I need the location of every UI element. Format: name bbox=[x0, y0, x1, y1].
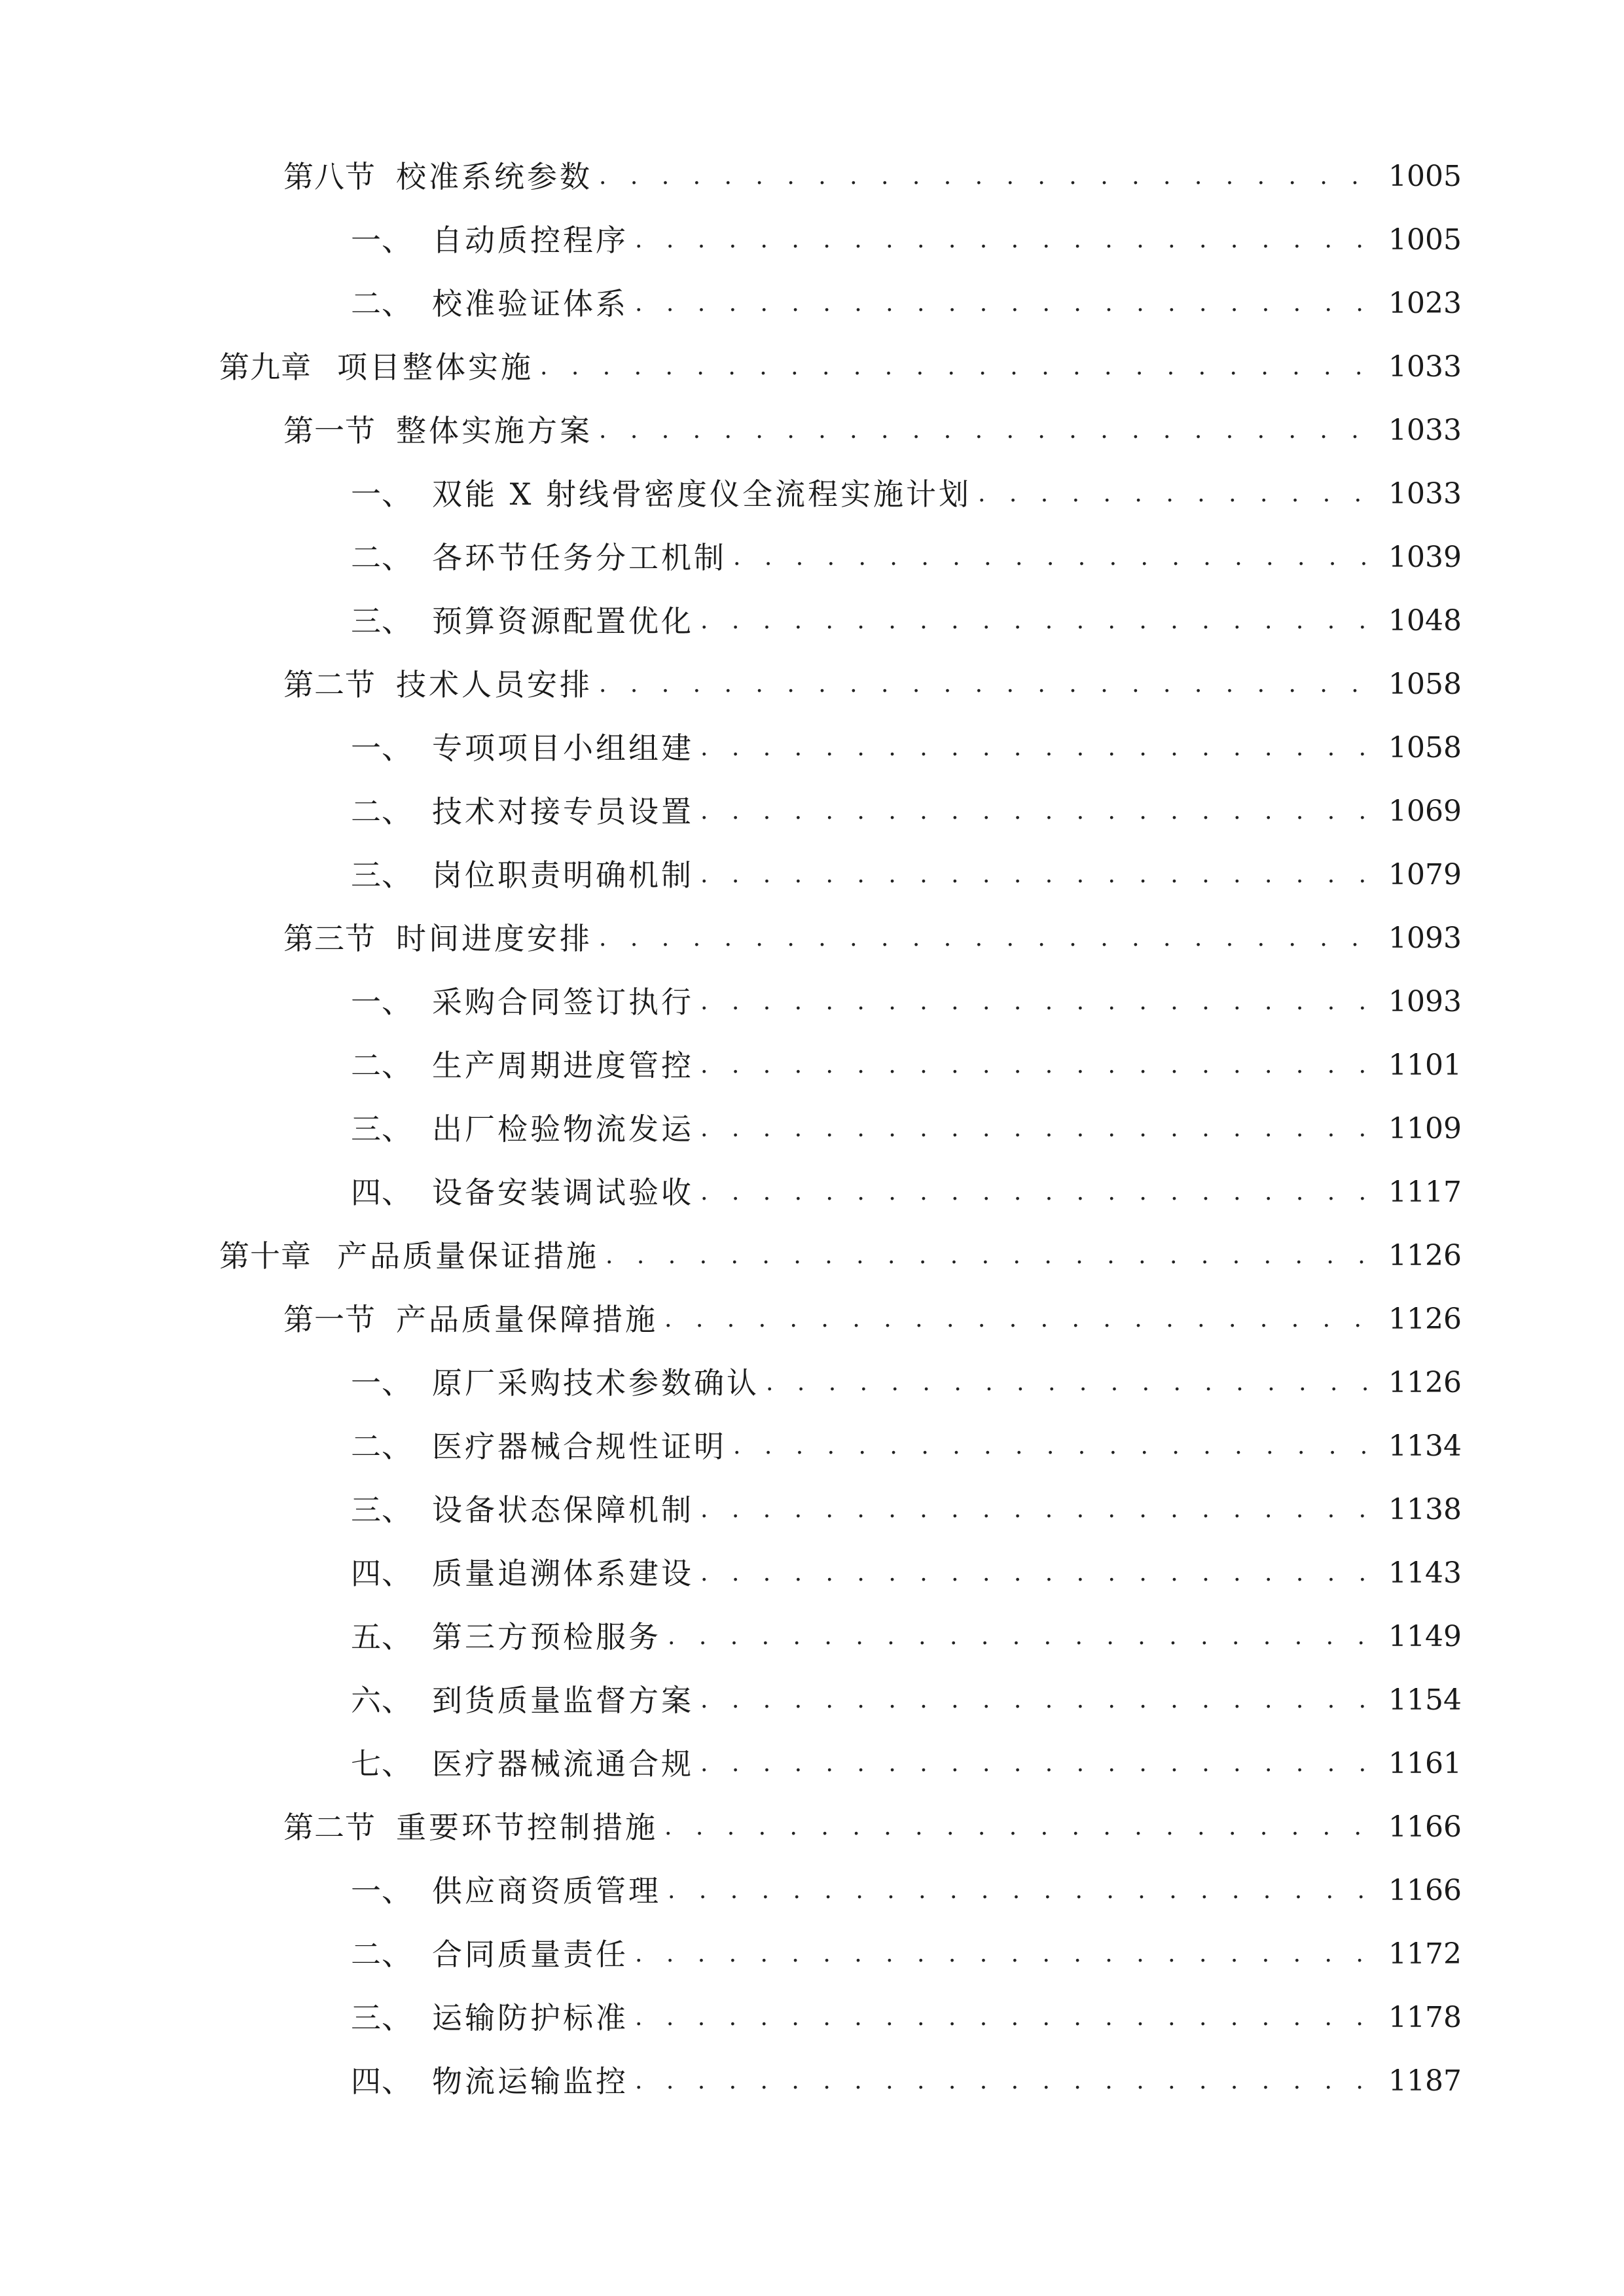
toc-leader-dots bbox=[733, 535, 1379, 581]
toc-entry-marker: 第十章 bbox=[219, 1238, 312, 1274]
toc-entry-item[interactable] bbox=[351, 217, 1460, 263]
toc-entry-page: 1178 bbox=[1388, 2001, 1462, 2034]
toc-entry-marker: 二、 bbox=[351, 1937, 412, 1972]
toc-entry-item[interactable] bbox=[351, 1995, 1460, 2041]
toc-entry-item[interactable] bbox=[351, 1360, 1460, 1406]
toc-entry-marker: 第八节 bbox=[283, 159, 376, 194]
toc-entry-title: 自动质控程序 bbox=[432, 223, 628, 258]
toc-entry-item[interactable] bbox=[351, 281, 1460, 327]
toc-entry-page: 1093 bbox=[1388, 985, 1462, 1018]
toc-entry-section[interactable] bbox=[283, 154, 1460, 200]
toc-entry-marker: 二、 bbox=[351, 1429, 412, 1464]
toc-entry-marker: 第九章 bbox=[219, 350, 312, 385]
toc-entry-marker: 第二节 bbox=[283, 1810, 376, 1845]
toc-entry-page: 1058 bbox=[1388, 668, 1462, 701]
toc-entry-item[interactable] bbox=[351, 1551, 1460, 1596]
toc-leader-dots bbox=[733, 1424, 1379, 1469]
toc-entry-marker: 第二节 bbox=[283, 667, 376, 702]
toc-leader-dots bbox=[700, 1741, 1379, 1787]
toc-entry-title: 校准验证体系 bbox=[432, 286, 628, 321]
toc-entry-item[interactable] bbox=[351, 1614, 1460, 1660]
toc-entry-page: 1143 bbox=[1388, 1556, 1462, 1590]
toc-entry-page: 1069 bbox=[1388, 795, 1462, 828]
toc-leader-dots bbox=[635, 1931, 1379, 1977]
toc-entry-title: 技术人员安排 bbox=[396, 667, 592, 702]
toc-entry-title: 预算资源配置优化 bbox=[432, 603, 694, 639]
toc-leader-dots bbox=[700, 1487, 1379, 1533]
toc-entry-marker: 三、 bbox=[351, 2000, 412, 2036]
toc-entry-title: 产品质量保障措施 bbox=[396, 1302, 658, 1337]
toc-entry-item[interactable] bbox=[351, 1170, 1460, 1215]
toc-leader-dots bbox=[664, 1804, 1379, 1850]
toc-entry-page: 1058 bbox=[1388, 731, 1462, 764]
toc-entry-section[interactable] bbox=[283, 1804, 1460, 1850]
toc-entry-marker: 六、 bbox=[351, 1683, 412, 1718]
toc-entry-marker: 七、 bbox=[351, 1746, 412, 1782]
toc-entry-item[interactable] bbox=[351, 2058, 1460, 2104]
toc-entry-item[interactable] bbox=[351, 598, 1460, 644]
toc-entry-page: 1172 bbox=[1388, 1937, 1462, 1971]
toc-entry-marker: 四、 bbox=[351, 2064, 412, 2099]
toc-entry-page: 1039 bbox=[1388, 541, 1462, 574]
toc-entry-section[interactable] bbox=[283, 408, 1460, 454]
toc-leader-dots bbox=[700, 789, 1379, 834]
toc-entry-title: 生产周期进度管控 bbox=[432, 1048, 694, 1083]
toc-leader-dots bbox=[635, 1995, 1379, 2041]
toc-entry-page: 1093 bbox=[1388, 922, 1462, 955]
toc-entry-title: 设备安装调试验收 bbox=[432, 1175, 694, 1210]
toc-leader-dots bbox=[664, 1297, 1379, 1342]
toc-entry-marker: 一、 bbox=[351, 984, 412, 1020]
toc-leader-dots bbox=[635, 281, 1379, 327]
toc-entry-title: 校准系统参数 bbox=[396, 159, 592, 194]
toc-entry-title: 双能 X 射线骨密度仪全流程实施计划 bbox=[432, 476, 971, 512]
toc-entry-marker: 一、 bbox=[351, 730, 412, 766]
toc-entry-page: 1161 bbox=[1388, 1747, 1462, 1780]
toc-entry-section[interactable] bbox=[283, 1297, 1460, 1342]
toc-entry-marker: 第一节 bbox=[283, 1302, 376, 1337]
toc-entry-page: 1187 bbox=[1388, 2064, 1462, 2098]
toc-entry-title: 原厂采购技术参数确认 bbox=[432, 1365, 759, 1401]
toc-entry-title: 到货质量监督方案 bbox=[432, 1683, 694, 1718]
toc-entry-marker: 第三节 bbox=[283, 921, 376, 956]
toc-leader-dots bbox=[605, 1233, 1379, 1279]
toc-entry-section[interactable] bbox=[283, 662, 1460, 708]
toc-entry-item[interactable] bbox=[351, 1106, 1460, 1152]
toc-entry-item[interactable] bbox=[351, 725, 1460, 771]
toc-entry-item[interactable] bbox=[351, 979, 1460, 1025]
toc-entry-item[interactable] bbox=[351, 1931, 1460, 1977]
toc-entry-item[interactable] bbox=[351, 789, 1460, 834]
toc-entry-marker: 二、 bbox=[351, 794, 412, 829]
toc-leader-dots bbox=[700, 852, 1379, 898]
toc-entry-item[interactable] bbox=[351, 1868, 1460, 1914]
toc-entry-title: 整体实施方案 bbox=[396, 413, 592, 448]
toc-leader-dots bbox=[700, 598, 1379, 644]
toc-entry-title: 岗位职责明确机制 bbox=[432, 857, 694, 893]
toc-entry-title: 重要环节控制措施 bbox=[396, 1810, 658, 1845]
toc-entry-marker: 三、 bbox=[351, 857, 412, 893]
toc-entry-section[interactable] bbox=[283, 916, 1460, 961]
toc-leader-dots bbox=[635, 2058, 1379, 2104]
toc-entry-marker: 五、 bbox=[351, 1619, 412, 1655]
toc-leader-dots bbox=[978, 471, 1379, 517]
toc-entry-title: 各环节任务分工机制 bbox=[432, 540, 727, 575]
toc-entry-title: 设备状态保障机制 bbox=[432, 1492, 694, 1528]
toc-leader-dots bbox=[599, 408, 1379, 454]
toc-leader-dots bbox=[700, 1170, 1379, 1215]
toc-entry-page: 1126 bbox=[1388, 1302, 1462, 1336]
toc-entry-marker: 二、 bbox=[351, 286, 412, 321]
toc-leader-dots bbox=[700, 1551, 1379, 1596]
toc-leader-dots bbox=[668, 1614, 1379, 1660]
toc-entry-item[interactable] bbox=[351, 1424, 1460, 1469]
toc-leader-dots bbox=[700, 1677, 1379, 1723]
toc-entry-title: 项目整体实施 bbox=[337, 350, 533, 385]
toc-leader-dots bbox=[700, 979, 1379, 1025]
toc-entry-title: 物流运输监控 bbox=[432, 2064, 628, 2099]
toc-entry-item[interactable] bbox=[351, 1043, 1460, 1088]
toc-entry-page: 1005 bbox=[1388, 160, 1462, 193]
toc-entry-page: 1033 bbox=[1388, 350, 1462, 384]
toc-entry-marker: 三、 bbox=[351, 1492, 412, 1528]
toc-entry-marker: 二、 bbox=[351, 1048, 412, 1083]
toc-entry-title: 运输防护标准 bbox=[432, 2000, 628, 2036]
toc-entry-page: 1005 bbox=[1388, 223, 1462, 257]
toc-entry-item[interactable] bbox=[351, 852, 1460, 898]
toc-entry-title: 医疗器械合规性证明 bbox=[432, 1429, 727, 1464]
toc-entry-marker: 三、 bbox=[351, 1111, 412, 1147]
toc-leader-dots bbox=[599, 662, 1379, 708]
toc-entry-item[interactable] bbox=[351, 535, 1460, 581]
toc-entry-item[interactable] bbox=[351, 1677, 1460, 1723]
toc-entry-title: 供应商资质管理 bbox=[432, 1873, 661, 1909]
toc-entry-marker: 四、 bbox=[351, 1556, 412, 1591]
toc-entry-item[interactable] bbox=[351, 471, 1460, 517]
toc-entry-title: 技术对接专员设置 bbox=[432, 794, 694, 829]
toc-leader-dots bbox=[766, 1360, 1379, 1406]
toc-entry-page: 1048 bbox=[1388, 604, 1462, 637]
toc-entry-page: 1117 bbox=[1388, 1175, 1462, 1209]
toc-entry-marker: 一、 bbox=[351, 476, 412, 512]
toc-entry-marker: 一、 bbox=[351, 1873, 412, 1909]
toc-entry-marker: 第一节 bbox=[283, 413, 376, 448]
toc-entry-page: 1023 bbox=[1388, 287, 1462, 320]
toc-entry-title: 时间进度安排 bbox=[396, 921, 592, 956]
toc-entry-title: 专项项目小组组建 bbox=[432, 730, 694, 766]
toc-entry-title: 第三方预检服务 bbox=[432, 1619, 661, 1655]
toc-entry-page: 1154 bbox=[1388, 1683, 1462, 1717]
toc-entry-page: 1033 bbox=[1388, 414, 1462, 447]
toc-entry-title: 合同质量责任 bbox=[432, 1937, 628, 1972]
toc-entry-page: 1079 bbox=[1388, 858, 1462, 891]
toc-leader-dots bbox=[540, 344, 1379, 390]
toc-entry-marker: 一、 bbox=[351, 223, 412, 258]
toc-entry-item[interactable] bbox=[351, 1741, 1460, 1787]
toc-entry-title: 产品质量保证措施 bbox=[337, 1238, 599, 1274]
toc-leader-dots bbox=[599, 916, 1379, 961]
toc-entry-title: 医疗器械流通合规 bbox=[432, 1746, 694, 1782]
toc-entry-page: 1126 bbox=[1388, 1239, 1462, 1272]
toc-entry-marker: 四、 bbox=[351, 1175, 412, 1210]
toc-entry-page: 1033 bbox=[1388, 477, 1462, 511]
toc-entry-marker: 一、 bbox=[351, 1365, 412, 1401]
toc-entry-item[interactable] bbox=[351, 1487, 1460, 1533]
toc-leader-dots bbox=[700, 725, 1379, 771]
toc-entry-page: 1149 bbox=[1388, 1620, 1462, 1653]
toc-entry-page: 1134 bbox=[1388, 1429, 1462, 1463]
toc-entry-page: 1166 bbox=[1388, 1810, 1462, 1844]
toc-entry-title: 出厂检验物流发运 bbox=[432, 1111, 694, 1147]
toc-leader-dots bbox=[668, 1868, 1379, 1914]
toc-leader-dots bbox=[635, 217, 1379, 263]
toc-entry-title: 质量追溯体系建设 bbox=[432, 1556, 694, 1591]
toc-entry-page: 1126 bbox=[1388, 1366, 1462, 1399]
toc-entry-page: 1109 bbox=[1388, 1112, 1462, 1145]
toc-entry-page: 1166 bbox=[1388, 1874, 1462, 1907]
toc-entry-marker: 三、 bbox=[351, 603, 412, 639]
toc-entry-page: 1138 bbox=[1388, 1493, 1462, 1526]
toc-leader-dots bbox=[700, 1043, 1379, 1088]
toc-entry-marker: 二、 bbox=[351, 540, 412, 575]
toc-entry-chapter[interactable] bbox=[219, 344, 1460, 390]
toc-entry-page: 1101 bbox=[1388, 1049, 1462, 1082]
toc-entry-chapter[interactable] bbox=[219, 1233, 1460, 1279]
toc-leader-dots bbox=[700, 1106, 1379, 1152]
toc-leader-dots bbox=[599, 154, 1379, 200]
toc-entry-title: 采购合同签订执行 bbox=[432, 984, 694, 1020]
